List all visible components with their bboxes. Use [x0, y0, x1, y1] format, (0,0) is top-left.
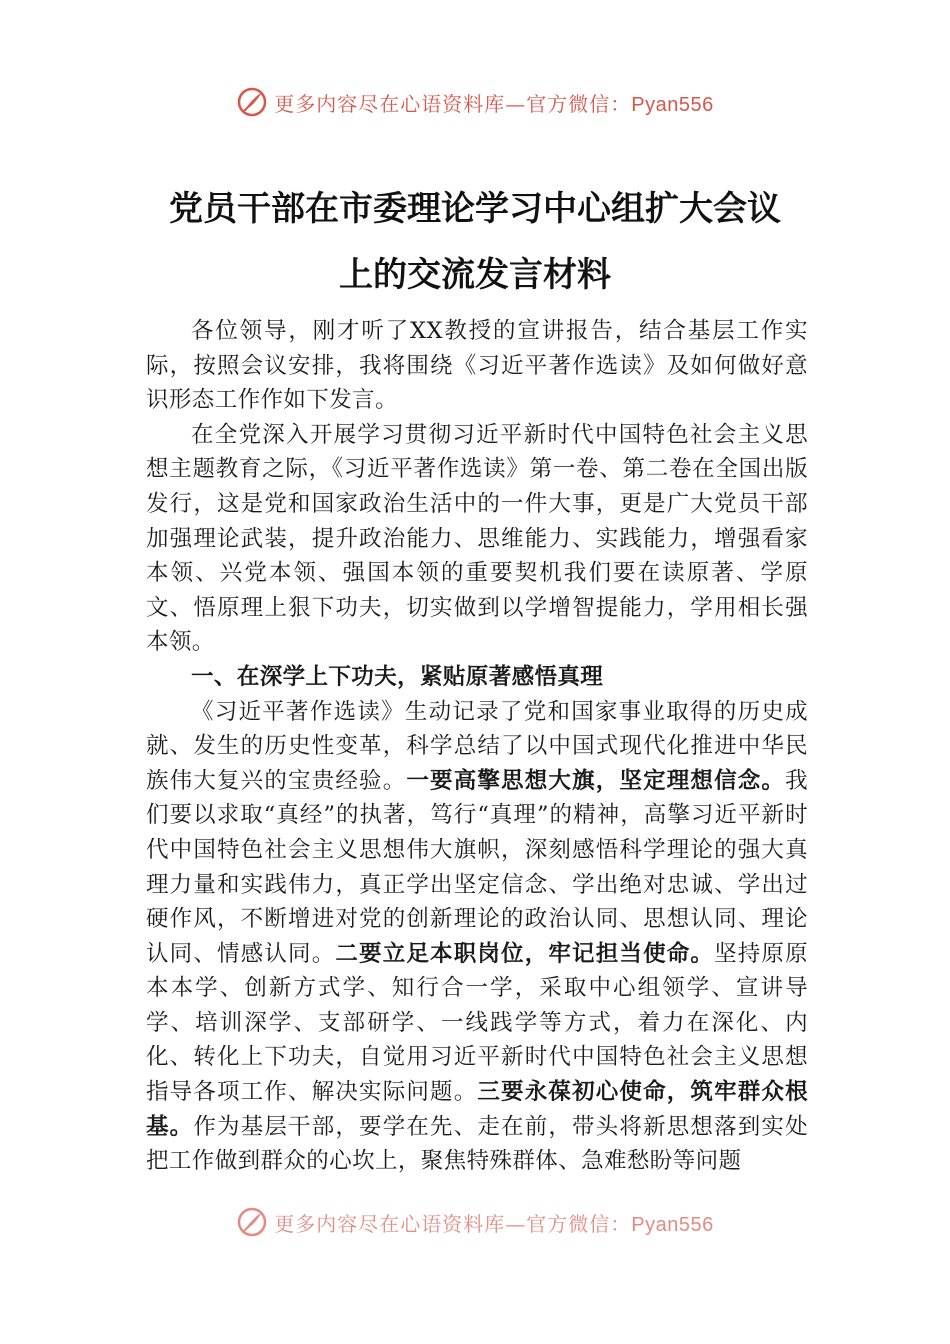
document-body — [146, 314, 808, 1179]
quill-logo-icon — [236, 1206, 268, 1238]
paragraph-text: 坚持原原本本学、创新方式学、知行合一学，采取中心组领学、宣讲导学、培训深学、支部研学、一线践学等方式，着力在深化、内化、转化上下功夫，自觉用习近平新时代中国特色社会主义思想指导各项工作、解决实际问题。 — [146, 940, 808, 1106]
document-title-line1: 党员干部在市委理论学习中心组扩大会议 — [169, 189, 781, 229]
quill-logo-icon — [236, 86, 268, 118]
watermark-wechat-id: Pyan556 — [631, 1213, 714, 1236]
paragraph-text: 作为基层干部，要学在先、走在前，带头将新思想落到实处把工作做到群众的心坎上，聚焦特殊群体、急难愁盼等问题 — [146, 1113, 808, 1175]
watermark-text-cn: 更多内容尽在心语资料库—官方微信： — [274, 91, 632, 116]
document-title-line2: 上的交流发言材料 — [339, 255, 611, 295]
watermark-header — [0, 86, 950, 118]
watermark-footer — [0, 1206, 950, 1238]
paragraph-section-1 — [146, 695, 808, 1179]
watermark-text — [274, 88, 713, 117]
watermark-text-cn: 更多内容尽在心语资料库—官方微信： — [274, 1211, 632, 1236]
paragraph-text: 我们要以求取“真经”的执著，笃行“真理”的精神，高擎习近平新时代中国特色社会主义思想伟大旗帜，深刻感悟科学理论的强大真理力量和实践伟力，真正学出坚定信念、学出绝对忠诚、学出过硬作风，不断增进对党的创新理论的政治认同、思想认同、理论认同、情感认同。 — [146, 767, 808, 967]
key-point-1: 一要高擎思想大旗，坚定理想信念。 — [406, 767, 786, 794]
section-heading-1: 一、在深学上下功夫，紧贴原著感悟真理 — [191, 663, 604, 690]
paragraph-opening: 各位领导，刚才听了XX教授的宣讲报告，结合基层工作实际，按照会议安排，我将围绕《习近平著作选读》及如何做好意识形态工作作如下发言。 — [146, 318, 808, 414]
paragraph-context: 在全党深入开展学习贯彻习近平新时代中国特色社会主义思想主题教育之际，《习近平著作选读》第一卷、第二卷在全国出版发行，这是党和国家政治生活中的一件大事，更是广大党员干部加强理论武装，提升政治能力、思维能力、实践能力，增强看家本领、兴党本领、强国本领的重要契机我们要在读原著、学原文、悟原理上狠下功夫，切实做到以学增智提能力，学用相长强本领。 — [146, 421, 808, 656]
paragraph-text: 《习近平著作选读》生动记录了党和国家事业取得的历史成就、发生的历史性变革，科学总结了以中国式现代化推进中华民族伟大复兴的宝贵经验。 — [146, 698, 808, 794]
key-point-3: 三要永葆初心使命，筑牢群众根基。 — [146, 1079, 808, 1140]
watermark-text — [274, 1208, 713, 1237]
watermark-wechat-id: Pyan556 — [631, 93, 714, 116]
key-point-2: 二要立足本职岗位，牢记担当使命。 — [335, 940, 715, 967]
